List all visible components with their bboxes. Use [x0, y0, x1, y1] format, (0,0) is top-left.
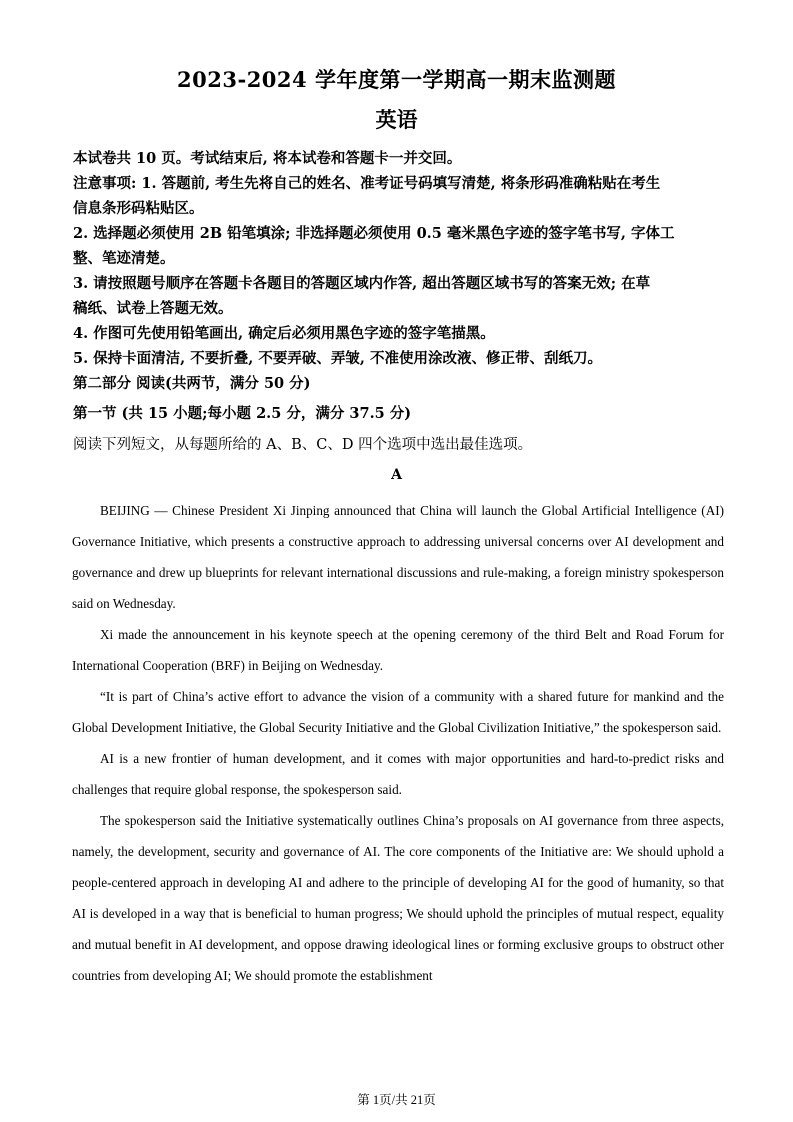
reading-instruction: 阅读下列短文，从每题所给的 A、B、C、D 四个选项中选出最佳选项。	[73, 437, 533, 453]
exam-notice	[73, 146, 723, 371]
passage-paragraph: “It is part of China’s active effort to advance the vision of a community with a shared future for mankind and the Global Development Initiative, the Global Security Initiative and the Global Civilization Initiative,” the spokesperson said.	[72, 689, 724, 735]
passage-paragraph: AI is a new frontier of human development, and it comes with major opportunities and hard-to-predict risks and challenges that require global response, the spokesperson said.	[72, 751, 724, 797]
page-title: 2023-2024 学年度第一学期高一期末监测题	[177, 67, 616, 92]
passage-paragraph: BEIJING — Chinese President Xi Jinping announced that China will launch the Global Artificial Intelligence (AI) Governance Initiative, which presents a constructive approach to addressing universal concerns over AI development and governance and drew up blueprints for relevant international discussions and rule-making, a foreign ministry spokesperson said on Wednesday.	[72, 503, 724, 611]
subsection-heading: 第一节 (共 15 小题;每小题 2.5 分，满分 37.5 分)	[73, 405, 412, 422]
part-heading: 第二部分 阅读(共两节，满分 50 分)	[73, 375, 311, 392]
page-number: 第 1页/共 21页	[357, 1093, 436, 1107]
passage-paragraph: The spokesperson said the Initiative systematically outlines China’s proposals on AI governance from three aspects, namely, the development, security and governance of AI. The core components of the Initiative are: We should uphold a people-centered approach in developing AI and adhere to the principle of developing AI for the good of humanity, so that AI is developed in a way that is beneficial to human progress; We should uphold the principles of mutual respect, equality and mutual benefit in AI development, and oppose drawing ideological lines or forming exclusive groups to obstruct other countries from developing AI; We should promote the establishment	[72, 813, 724, 983]
notice-line: 2. 选择题必须使用 2B 铅笔填涂; 非选择题必须使用 0.5 毫米黑色字迹的签字笔书写, 字体工	[73, 225, 675, 242]
notice-line: 本试卷共 10 页。考试结束后, 将本试卷和答题卡一并交回。	[73, 150, 462, 167]
notice-line: 信息条形码粘贴区。	[73, 200, 204, 217]
notice-line: 稿纸、试卷上答题无效。	[73, 300, 233, 317]
notice-line: 注意事项: 1. 答题前, 考生先将自己的姓名、准考证号码填写清楚, 将条形码准确粘贴在考生	[73, 175, 661, 192]
subject-heading: 英语	[375, 107, 418, 132]
notice-line: 整、笔迹清楚。	[73, 250, 175, 267]
notice-line: 3. 请按照题号顺序在答题卡各题目的答题区域内作答, 超出答题区域书写的答案无效; 在草	[73, 275, 651, 292]
notice-line: 4. 作图可先使用铅笔画出, 确定后必须用黑色字迹的签字笔描黑。	[73, 325, 495, 342]
passage-body	[72, 495, 724, 991]
notice-line: 5. 保持卡面清洁, 不要折叠, 不要弄破、弄皱, 不准使用涂改液、修正带、刮纸刀。	[73, 350, 602, 367]
passage-label: A	[391, 467, 402, 483]
passage-paragraph: Xi made the announcement in his keynote speech at the opening ceremony of the third Belt and Road Forum for International Cooperation (BRF) in Beijing on Wednesday.	[72, 627, 724, 673]
